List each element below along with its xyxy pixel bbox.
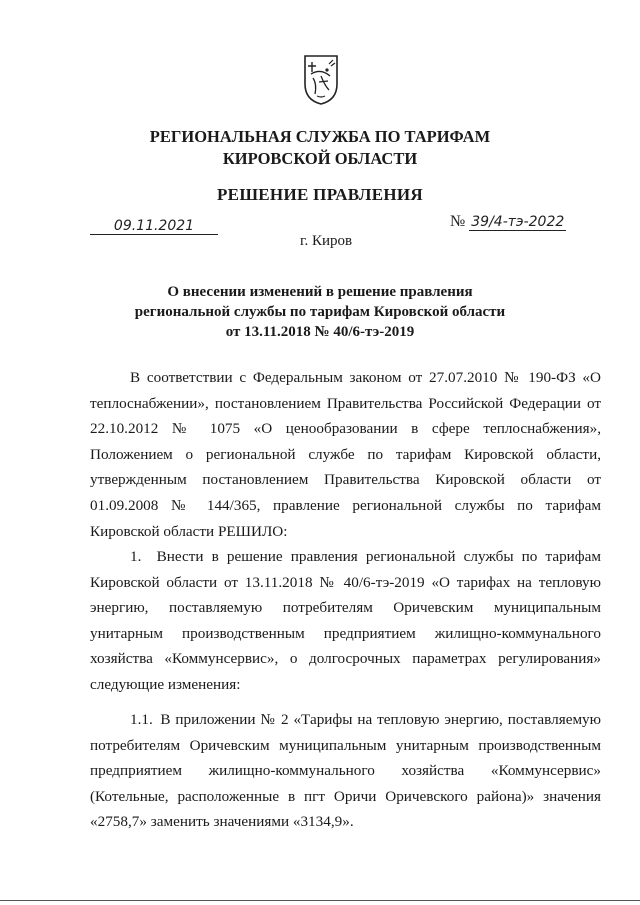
- org-name: [0, 126, 640, 170]
- preamble-paragraph: В соответствии с Федеральным законом от 27.07.2010 № 190-ФЗ «О теплоснабжении», постановлением Правительства Российской Федерации от 22.10.2012 № 1075 «О ценообразовании в сфере теплоснабжения», Положением о региональной службе по тарифам Кировской области, утвержденным постановлением Правительства Кировской области от 01.09.2008 № 144/365, правление региональной службы по тарифам Кировской области РЕШИЛО:: [90, 369, 601, 540]
- org-name-line2: КИРОВСКОЙ ОБЛАСТИ: [222, 149, 418, 168]
- subject: [0, 282, 640, 342]
- city: г. Киров: [300, 233, 353, 249]
- item-1-paragraph: 1. Внести в решение правления региональной службы по тарифам Кировской области от 13.11.2018 № 40/6-тэ-2019 «О тарифах на тепловую энергию, поставляемую потребителям Оричевским муниципальным унитарным производственным предприятием жилищно-коммунального хозяйства «Коммунсервис», о долгосрочных параметрах регулирования» следующие изменения:: [90, 548, 601, 693]
- number-prefix: №: [450, 213, 466, 230]
- org-name-line1: РЕГИОНАЛЬНАЯ СЛУЖБА ПО ТАРИФАМ: [149, 127, 491, 146]
- subject-line1: О внесении изменений в решение правления: [167, 284, 473, 300]
- page-bottom-rule: [0, 900, 640, 901]
- document-type: РЕШЕНИЕ ПРАВЛЕНИЯ: [217, 185, 423, 204]
- subject-line3: от 13.11.2018 № 40/6-тэ-2019: [225, 324, 415, 340]
- item-1-1-paragraph: 1.1. В приложении № 2 «Тарифы на тепловую энергию, поставляемую потребителям Оричевским муниципальным унитарным производственным предприятием жилищно-коммунального хозяйства «Коммунсервис» (Котельные, расположенные в пгт Оричи Оричевского района)» значения «2758,7» заменить значениями «3134,9».: [90, 711, 601, 831]
- number-value: 39/4-тэ-2022: [471, 214, 565, 230]
- kirov-oblast-emblem: [303, 54, 339, 106]
- document-date: 09.11.2021: [90, 218, 218, 235]
- subject-line2: региональной службы по тарифам Кировской области: [134, 304, 506, 320]
- document-number: [450, 213, 600, 231]
